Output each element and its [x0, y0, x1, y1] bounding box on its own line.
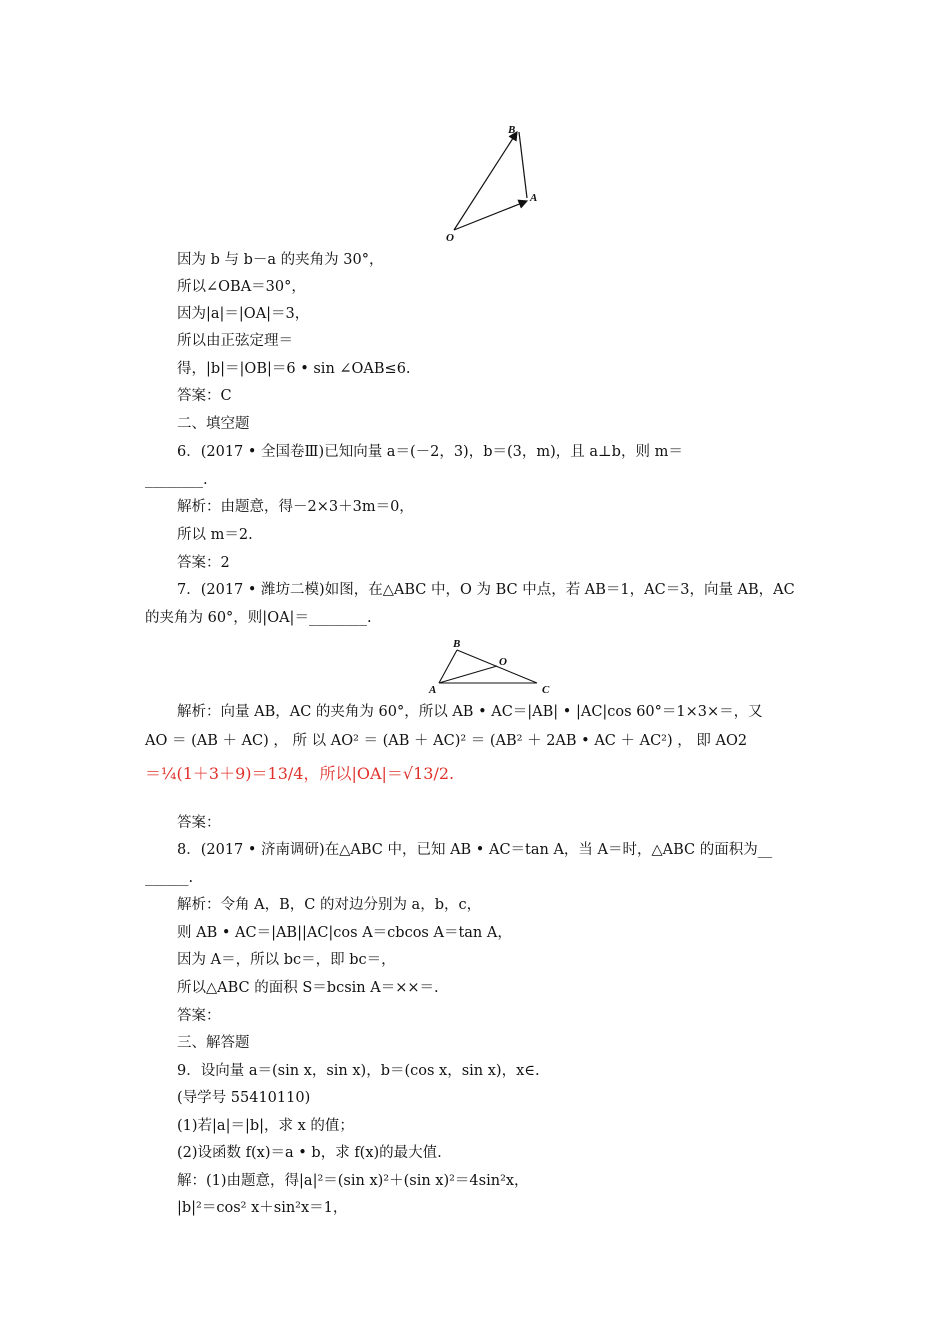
answer-line: 答案：	[177, 1008, 221, 1024]
segment-ab-line	[519, 132, 527, 198]
text-line: (2)设函数 f(x)＝a • b，求 f(x)的最大值.	[177, 1145, 442, 1161]
text-line: (1)若|a|＝|b|，求 x 的值；	[177, 1118, 354, 1134]
segment-ao-line	[439, 666, 497, 683]
question-8: 8．(2017 • 济南调研)在△ABC 中，已知 AB • AC＝tan A，当 A＝时，△ABC 的面积为__	[177, 842, 773, 858]
vector-ob-line	[454, 132, 517, 230]
question-9: 9．设向量 a＝(sin x，sin x)，b＝(cos x，sin x)，x∈.	[177, 1063, 540, 1079]
section-heading: 三、解答题	[177, 1035, 250, 1051]
text-line: 则 AB • AC＝|AB||AC|cos A＝cbcos A＝tan A，	[177, 925, 512, 941]
text-line: 所以由正弦定理＝	[177, 333, 293, 349]
label-o: O	[446, 232, 454, 244]
text-line: 所以 m＝2.	[177, 527, 253, 543]
label-b: B	[453, 638, 461, 650]
answer-line: 答案：	[177, 815, 221, 831]
text-line: 的夹角为 60°，则|OA|＝________.	[145, 610, 372, 626]
text-line: 解：(1)由题意，得|a|²＝(sin x)²＋(sin x)²＝4sin²x，	[177, 1173, 529, 1189]
highlighted-formula: ＝¼(1＋3＋9)＝13/4，所以|OA|＝√13/2.	[145, 764, 455, 783]
text-line: 因为|a|＝|OA|＝3，	[177, 306, 310, 322]
label-b: B	[508, 124, 516, 136]
label-a: A	[530, 192, 538, 204]
text-line: 解析：令角 A，B，C 的对边分别为 a，b，c，	[177, 897, 482, 913]
text-line: (导学号 55410110)	[177, 1090, 311, 1106]
text-line: 因为 b 与 b－a 的夹角为 30°，	[177, 252, 384, 268]
text-line: AO ＝ (AB ＋ AC) ， 所 以 AO² ＝ (AB ＋ AC)² ＝ (AB² ＋ 2AB • AC ＋ AC²) ， 即 AO2	[145, 733, 748, 749]
label-o: O	[499, 656, 507, 668]
text-line: 所以△ABC 的面积 S＝bcsin A＝××＝.	[177, 980, 439, 996]
text-line: 因为 A＝，所以 bc＝，即 bc＝，	[177, 952, 396, 968]
question-6: 6．(2017 • 全国卷Ⅲ)已知向量 a＝(－2，3)，b＝(3，m)，且 a⊥b，则 m＝	[177, 444, 683, 460]
answer-blank: ________.	[145, 472, 208, 488]
answer-line: 答案：C	[177, 388, 232, 404]
text-line: 所以∠OBA＝30°，	[177, 279, 306, 295]
section-heading: 二、填空题	[177, 416, 250, 432]
label-a: A	[429, 684, 437, 696]
vector-oa-line	[454, 201, 527, 230]
answer-line: 答案：2	[177, 555, 230, 571]
text-line: 得，|b|＝|OB|＝6 • sin ∠OAB≤6.	[177, 361, 411, 377]
text-line: |b|²＝cos² x＋sin²x＝1，	[177, 1200, 348, 1216]
text-line: 解析：由题意，得－2×3＋3m＝0，	[177, 499, 414, 515]
text-line: 解析：向量 AB，AC 的夹角为 60°，所以 AB • AC＝|AB| • |AC|cos 60°＝1×3×＝，又	[177, 704, 763, 720]
label-c: C	[542, 684, 550, 696]
answer-blank: ______.	[145, 870, 194, 886]
vector-triangle-figure	[440, 120, 550, 245]
question-7: 7．(2017 • 潍坊二模)如图，在△ABC 中，O 为 BC 中点，若 AB＝1，AC＝3，向量 AB，AC	[177, 582, 795, 598]
triangle-abc-figure	[425, 636, 560, 698]
